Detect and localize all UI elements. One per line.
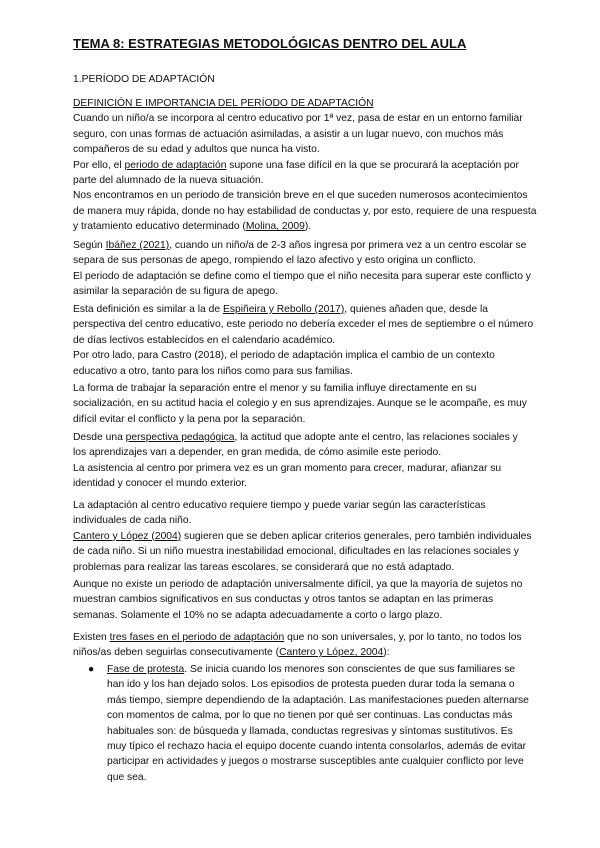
text-run: compañeros de su edad y adultos que nunca ha visto. <box>73 144 320 156</box>
paragraph <box>73 498 573 575</box>
text-run: Nos encontramos en un periodo de transición breve en el que suceden numerosos acontecimientos <box>73 190 528 202</box>
text-line <box>73 204 573 219</box>
text-line <box>73 560 573 575</box>
text-line <box>73 630 573 645</box>
underlined-text: DEFINICIÓN E IMPORTANCIA DEL PERÍODO DE ADAPTACIÓN <box>73 98 374 109</box>
text-run: con momentos de calma, por lo que no tienen por qué ser continuas. Las conductas más <box>107 710 513 722</box>
text-run: , cuando un niño/a de 2-3 años ingresa por primera vez a un centro escolar se <box>169 240 527 251</box>
text-run: identidad y conocer el mundo exterior. <box>73 478 248 490</box>
text-line <box>107 677 573 692</box>
text-run: La asistencia al centro por primera vez es un gran momento para crecer, madurar, afianzar su <box>73 462 502 474</box>
text-line <box>73 269 573 284</box>
text-line <box>73 513 573 528</box>
text-line <box>73 111 573 126</box>
text-line <box>73 461 573 476</box>
text-line <box>73 498 573 513</box>
text-line <box>73 96 573 111</box>
underlined-text: Ibáñez (2021) <box>105 240 170 251</box>
text-line <box>73 348 573 363</box>
bullet-icon: ● <box>88 664 95 675</box>
text-run: educativo a otro, tanto para los niños como para sus familias. <box>73 365 353 377</box>
text-line <box>73 142 573 157</box>
underlined-text: tres fases en el periodo de adaptación <box>109 632 285 643</box>
text-run: participar en actividades y juegos o mostrarse susceptibles ante cualquier conflicto por leve <box>107 756 524 768</box>
text-run: individuales de cada niño. <box>73 515 192 527</box>
text-run: Por otro lado, para Castro (2018), el periodo de adaptación implica el cambio de un contexto <box>73 350 495 362</box>
list-item <box>107 662 573 785</box>
text-line <box>73 645 573 660</box>
text-line <box>73 529 573 544</box>
underlined-text: Molina, 2009 <box>245 221 305 233</box>
text-run: asimilar la separación de su figura de apego. <box>73 286 278 298</box>
paragraph <box>73 630 573 661</box>
text-run: Esta definición es similar a la de <box>73 304 223 315</box>
text-run: de días lectivos establecidos en el calendario académico. <box>73 334 336 346</box>
text-line <box>73 238 573 253</box>
text-line <box>73 333 573 348</box>
text-run: ): <box>383 647 390 659</box>
text-run: La forma de trabajar la separación entre el menor y su familia influye directamente en su <box>73 383 477 394</box>
text-line <box>73 188 573 203</box>
text-line <box>73 317 573 332</box>
text-line <box>107 693 573 708</box>
text-line <box>73 412 573 427</box>
underlined-text: Espiñeira y Rebollo (2017) <box>222 304 345 315</box>
text-line <box>107 770 573 785</box>
underlined-text: Cantero y López (2004) <box>73 530 182 542</box>
underlined-text: Fase de protesta <box>107 664 185 675</box>
text-run: de cada niño. Si un niño muestra inestabilidad emocional, dificultades en las relaciones sociales y <box>73 546 519 558</box>
text-line <box>73 445 573 460</box>
text-run: habituales son: de búsqueda y llamada, conductas regresivas y síntomas sustitutivos. Es <box>107 725 513 737</box>
underlined-text: perspectiva pedagógica <box>125 432 235 443</box>
paragraph <box>73 96 573 235</box>
text-run: Existen <box>73 632 110 643</box>
text-run: ). <box>304 221 312 233</box>
text-run: . Se inicia cuando los menores son conscientes de que sus familiares se <box>184 664 516 675</box>
text-run: muestran cambios significativos en sus conductas y otros tantos se adaptan en las primeras <box>73 594 494 606</box>
text-run: de manera muy rápida, donde no hay estabilidad de conductas y, por esto, requiere de una respuesta <box>73 205 537 217</box>
text-run: La adaptación al centro educativo requiere tiempo y puede variar según las características <box>73 500 486 511</box>
document-title: TEMA 8: ESTRATEGIAS METODOLÓGICAS DENTRO DEL AULA <box>73 36 467 51</box>
text-run: supone una fase difícil en la que se procurará la aceptación por <box>226 159 519 171</box>
text-run: los aprendizajes van a depender, en gran medida, de cómo asimile este periodo. <box>73 447 442 459</box>
text-run: seguro, con unas formas de actuación asimiladas, a asistir a un lugar nuevo, con muchos más <box>73 128 504 140</box>
text-run: sugieren que se deben aplicar criterios generales, pero también individuales <box>181 530 532 542</box>
text-run: separa de sus personas de apego, rompiendo el lazo afectivo y esto origina un conflicto. <box>73 255 476 267</box>
text-run: que sea. <box>107 771 147 783</box>
bullet-list <box>73 662 573 785</box>
text-run: El periodo de adaptación se define como el tiempo que el niño necesita para superar este conflicto y <box>73 270 531 282</box>
text-line <box>73 302 573 317</box>
text-run: Cuando un niño/a se incorpora al centro educativo por 1ª vez, pasa de estar en un entorno familiar <box>73 113 523 125</box>
text-run: y tratamiento educativo determinado ( <box>73 221 246 233</box>
paragraph <box>73 381 573 427</box>
paragraph <box>73 430 573 492</box>
text-line <box>73 253 573 268</box>
text-line <box>107 724 573 739</box>
text-line <box>73 396 573 411</box>
text-run: que no son universales, y, por lo tanto, no todos los <box>284 632 522 643</box>
text-run: socialización, en su actitud hacia el colegio y en sus aprendizajes. Aunque se le acompañe, es muy <box>73 398 527 410</box>
text-line <box>73 592 573 607</box>
text-run: problemas para realizar las tareas escolares, se considerará que no está adaptado. <box>73 561 455 573</box>
text-run: semanas. Solamente el 10% no se adapta adecuadamente a corto o largo plazo. <box>73 609 443 621</box>
text-line <box>73 173 573 188</box>
text-run: Según <box>73 240 106 251</box>
paragraph <box>73 302 573 379</box>
text-line <box>107 739 573 754</box>
text-run: Aunque no existe un periodo de adaptación universalmente difícil, ya que la mayoría de sujetos no <box>73 579 523 590</box>
text-line <box>73 476 573 491</box>
text-line <box>73 430 573 445</box>
text-run: niños/as deben seguirlas consecutivamente ( <box>73 647 280 659</box>
text-run: más tiempo, siempre dependiendo de la adaptación. Las manifestaciones pueden alternarse <box>107 694 529 706</box>
text-run: , la actitud que adopte ante el centro, las relaciones sociales y <box>234 432 518 443</box>
text-run: perspectiva del centro educativo, este periodo no debería exceder el mes de septiembre o el número <box>73 319 534 331</box>
text-run: Desde una <box>73 432 126 443</box>
text-run: muy típico el rechazo hacia el equipo docente cuando intenta consolarlos, además de evitar <box>107 741 526 753</box>
paragraph <box>73 577 573 623</box>
text-run: difícil evitar el conflicto y la pena por la separación. <box>73 413 306 425</box>
text-line <box>73 381 573 396</box>
text-run: , quienes añaden que, desde la <box>344 304 489 315</box>
text-line <box>73 544 573 559</box>
text-run: Por ello, el <box>73 159 125 171</box>
text-line <box>73 284 573 299</box>
underlined-text: periodo de adaptación <box>124 159 227 171</box>
text-line <box>107 662 573 677</box>
text-line <box>73 608 573 623</box>
paragraph <box>73 238 573 300</box>
text-line <box>73 577 573 592</box>
text-line <box>73 158 573 173</box>
text-line <box>73 364 573 379</box>
text-run: han ido y los han dejado solos. Los episodios de protesta pueden durar toda la semana o <box>107 679 515 691</box>
text-line <box>107 708 573 723</box>
text-line <box>73 219 573 234</box>
text-run: parte del alumnado de la nueva situación. <box>73 175 264 187</box>
text-line <box>107 754 573 769</box>
section-heading: 1.PERÍODO DE ADAPTACIÓN <box>73 74 215 85</box>
text-line <box>73 127 573 142</box>
underlined-text: Cantero y López, 2004 <box>279 647 384 659</box>
